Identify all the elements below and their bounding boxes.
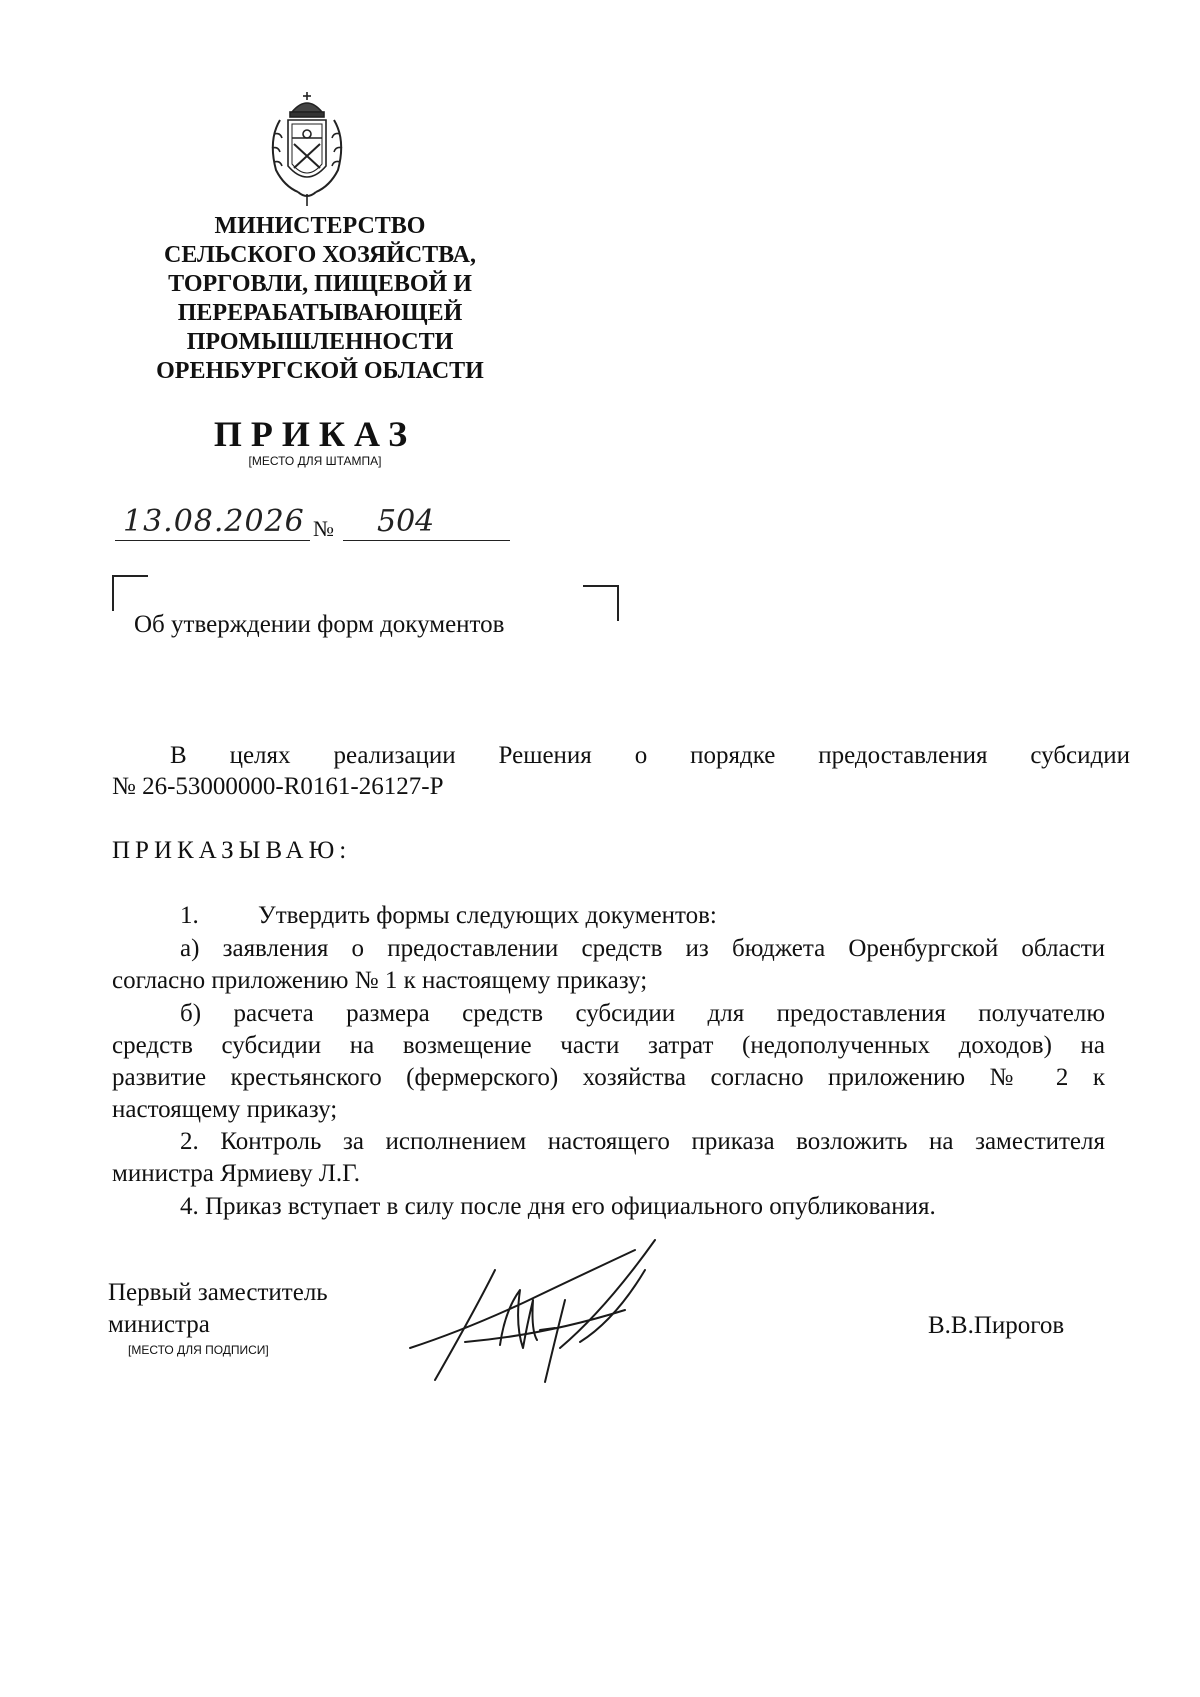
ministry-line: ПРОМЫШЛЕННОСТИ	[186, 329, 454, 355]
item-number: 1.	[180, 902, 199, 929]
item-a-line: согласно приложению № 1 к настоящему приказу;	[112, 967, 648, 994]
item-a-line: а) заявления о предоставлении средств из бюджета Оренбургской области	[180, 935, 1105, 962]
item-1	[180, 900, 717, 932]
number-underline	[343, 540, 510, 541]
signer-role-line: министра	[108, 1311, 210, 1338]
intro-line: № 26-53000000-R0161-26127-Р	[112, 773, 444, 800]
ministry-line: ПЕРЕРАБАТЫВАЮЩЕЙ	[177, 300, 463, 326]
item-b-line: настоящему приказу;	[112, 1096, 338, 1123]
item-text: Утвердить формы следующих документов:	[258, 902, 717, 929]
date-underline	[115, 540, 310, 541]
item-2-line: 2. Контроль за исполнением настоящего приказа возложить на заместителя	[180, 1128, 1105, 1155]
ministry-line: ТОРГОВЛИ, ПИЩЕВОЙ И	[168, 271, 472, 297]
document-type-title: ПРИКАЗ	[213, 414, 417, 454]
document-subject: Об утверждении форм документов	[134, 611, 505, 638]
date-number-line	[115, 504, 510, 544]
signer-role	[108, 1277, 328, 1341]
handwritten-signature	[405, 1230, 705, 1390]
orders-word: ПРИКАЗЫВАЮ:	[112, 837, 352, 864]
item-b-line: средств субсидии на возмещение части затрат (недополученных доходов) на	[112, 1032, 1105, 1059]
signature-placeholder: [МЕСТО ДЛЯ ПОДПИСИ]	[128, 1343, 269, 1357]
document-number: 504	[377, 504, 435, 539]
ministry-line: МИНИСТЕРСТВО	[214, 213, 426, 239]
coat-of-arms-icon	[262, 90, 352, 210]
ministry-line: СЕЛЬСКОГО ХОЗЯЙСТВА,	[163, 242, 477, 268]
document-date: 13.08.2026	[123, 504, 305, 539]
subject-corner-right	[583, 585, 619, 621]
ministry-line: ОРЕНБУРГСКОЙ ОБЛАСТИ	[156, 358, 484, 384]
signer-role-line: Первый заместитель	[108, 1279, 328, 1306]
number-sign: №	[313, 516, 334, 541]
intro-line: В целях реализации Решения о порядке предоставления субсидии	[170, 742, 1130, 769]
item-b-line: развитие крестьянского (фермерского) хозяйства согласно приложению № 2 к	[112, 1064, 1105, 1091]
item-b-line: б) расчета размера средств субсидии для предоставления получателю	[180, 1000, 1105, 1027]
ministry-name	[120, 212, 520, 386]
subject-corner-left	[112, 575, 148, 611]
signer-name: В.В.Пирогов	[928, 1312, 1065, 1339]
item-4-line: 4. Приказ вступает в силу после дня его официального опубликования.	[180, 1193, 936, 1220]
stamp-placeholder: [МЕСТО ДЛЯ ШТАМПА]	[248, 454, 382, 468]
item-2-line: министра Ярмиеву Л.Г.	[112, 1160, 361, 1187]
